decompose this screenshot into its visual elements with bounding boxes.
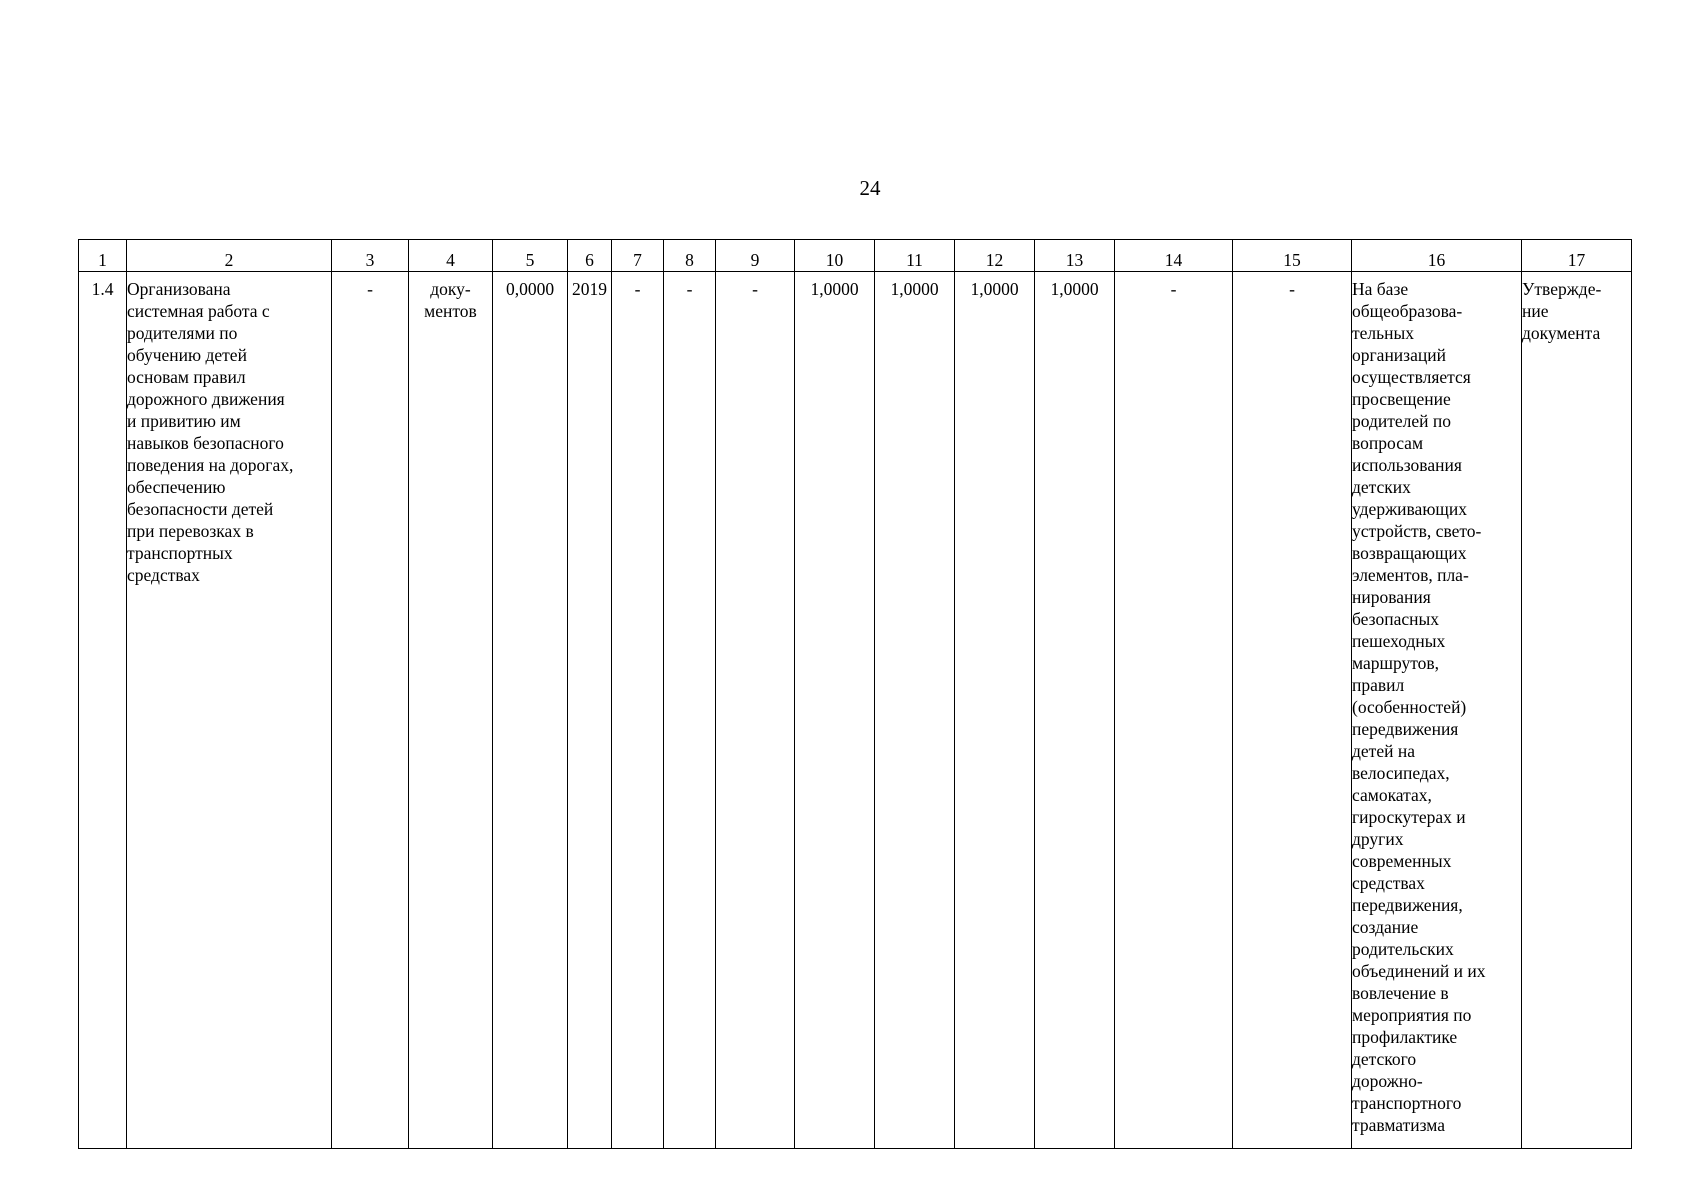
value-cell: 1,0000 <box>955 272 1035 1149</box>
table-cell: - <box>1115 272 1233 1149</box>
column-header: 10 <box>795 240 875 272</box>
table-header-row <box>79 240 1632 272</box>
table-cell: - <box>664 272 716 1149</box>
column-header: 7 <box>612 240 664 272</box>
column-header: 3 <box>332 240 409 272</box>
table-cell: - <box>1233 272 1352 1149</box>
result-type-cell: Утвержде- ние документа <box>1522 272 1632 1149</box>
table-cell: - <box>716 272 795 1149</box>
unit-cell: доку- ментов <box>409 272 493 1149</box>
measure-description-cell: Организована системная работа с родителями по обучению детей основам правил дорожного движения и привитию им навыков безопасного поведения на дорогах, обеспечению безопасности детей при перевозках в транспортных средствах <box>127 272 332 1149</box>
column-header: 12 <box>955 240 1035 272</box>
table-row <box>79 272 1632 1149</box>
column-header: 16 <box>1352 240 1522 272</box>
column-header: 8 <box>664 240 716 272</box>
column-header: 9 <box>716 240 795 272</box>
page-number: 24 <box>859 176 881 200</box>
column-header: 14 <box>1115 240 1233 272</box>
row-number-cell: 1.4 <box>79 272 127 1149</box>
column-header: 13 <box>1035 240 1115 272</box>
table-cell: - <box>612 272 664 1149</box>
column-header: 15 <box>1233 240 1352 272</box>
characteristic-cell: На базе общеобразова- тельных организаций осуществляется просвещение родителей по вопросам использования детских удерживающих устройств, свето- возвращающих элементов, пла- нирования безопасных пешеходных маршрутов, правил (особенностей) передвижения детей на велосипедах, самокатах, гироскутерах и других современных средствах передвижения, создание родительских объединений и их вовлечение в мероприятия по профилактике детского дорожно- транспортного травматизма <box>1352 272 1522 1149</box>
column-header: 1 <box>79 240 127 272</box>
value-cell: 1,0000 <box>795 272 875 1149</box>
column-header: 5 <box>493 240 568 272</box>
column-header: 4 <box>409 240 493 272</box>
value-cell: 1,0000 <box>1035 272 1115 1149</box>
base-value-cell: 0,0000 <box>493 272 568 1149</box>
column-header: 17 <box>1522 240 1632 272</box>
column-header: 6 <box>568 240 612 272</box>
base-year-cell: 2019 <box>568 272 612 1149</box>
column-header: 2 <box>127 240 332 272</box>
measures-table <box>78 239 1632 1149</box>
column-header: 11 <box>875 240 955 272</box>
table-cell: - <box>332 272 409 1149</box>
value-cell: 1,0000 <box>875 272 955 1149</box>
